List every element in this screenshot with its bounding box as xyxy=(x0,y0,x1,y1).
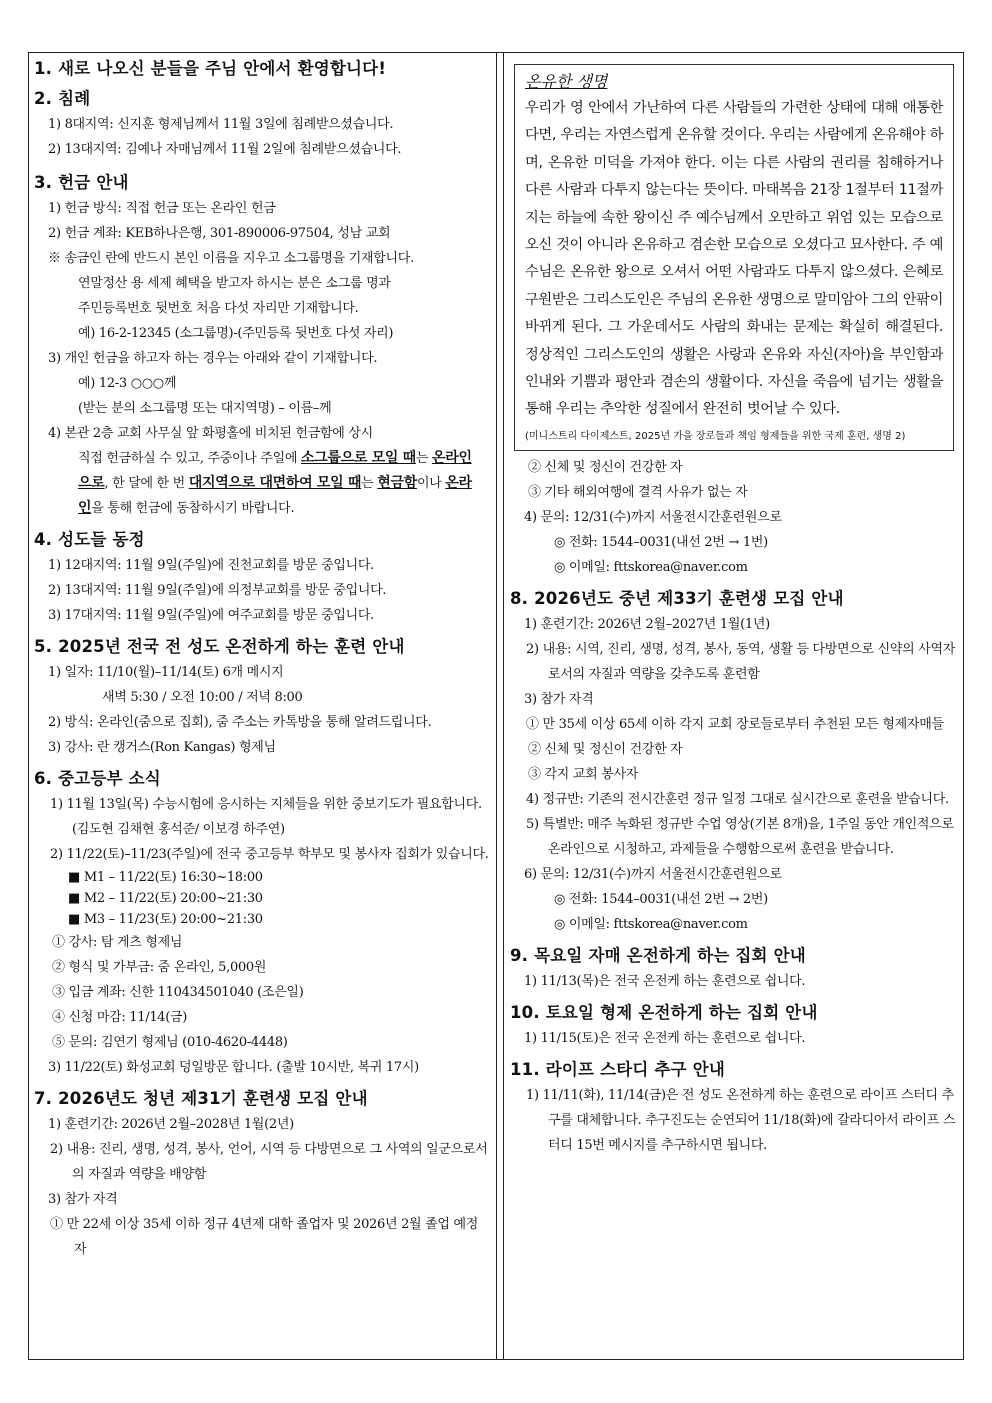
column-divider xyxy=(503,52,504,1360)
detail-item: ① 강사: 탐 게츠 형제님 xyxy=(52,935,183,950)
note: 연말정산 용 세제 혜택을 받고자 하시는 분은 소그룹 명과 xyxy=(78,276,391,291)
left-column xyxy=(34,56,490,1266)
text: 직접 헌금하실 수 있고, 주중이나 주일에 xyxy=(78,451,298,466)
list-item: 1) 일자: 11/10(월)–11/14(토) 6개 메시지 xyxy=(48,665,284,680)
detail-item: ① 만 22세 이상 35세 이하 정규 4년제 대학 졸업자 및 2026년 2월 졸업 예정자 xyxy=(50,1217,478,1257)
text: 는 xyxy=(361,476,374,491)
detail-item: ⑤ 문의: 김연기 형제님 (010-4620-4448) xyxy=(52,1035,288,1050)
list-item: 2) 내용: 시역, 진리, 생명, 성격, 봉사, 동역, 생활 등 다방면으로 신약의 사역자로서의 자질과 역량을 갖추도록 훈련함 xyxy=(526,641,956,682)
list-item: 2) 내용: 진리, 생명, 성격, 봉사, 언어, 시역 등 다방면으로 그 사역의 일군으로서의 자질과 역량을 배양함 xyxy=(50,1142,488,1182)
emphasis: 온라인 xyxy=(78,475,472,516)
section-welcome xyxy=(34,56,490,82)
detail-item: ① 만 35세 이상 65세 이하 각지 교회 장로들로부터 추천된 모든 형제자매들 xyxy=(526,716,944,732)
meeting-slot: ■ M2 – 11/22(토) 20:00~21:30 xyxy=(68,891,263,906)
list-item: 3) 강사: 란 캥거스(Ron Kangas) 형제님 xyxy=(48,740,276,755)
list-item: 1) 8대지역: 신지훈 형제님께서 11월 3일에 침례받으셨습니다. xyxy=(48,117,394,132)
list-item: 3) 참가 자격 xyxy=(48,1192,118,1207)
meeting-slot: ■ M1 – 11/22(토) 16:30~18:00 xyxy=(68,870,263,885)
list-item: 1) 훈련기간: 2026년 2월–2027년 1월(1년) xyxy=(524,616,770,632)
section-title: 2. 침례 xyxy=(34,89,91,108)
emphasis: 현금함 xyxy=(377,475,417,491)
list-item: 1) 훈련기간: 2026년 2월–2028년 1월(2년) xyxy=(48,1117,294,1132)
section-baptism xyxy=(34,86,490,162)
example: (받는 분의 소그룹명 또는 대지역명) – 이름–께 xyxy=(78,401,332,416)
section-title: 8. 2026년도 중년 제33기 훈련생 모집 안내 xyxy=(510,588,844,608)
section-sisters-meeting xyxy=(510,943,960,994)
devotional-title: 온유한 생명 xyxy=(525,72,608,91)
list-item: 2) 13대지역: 김예나 자매님께서 11월 2일에 침례받으셨습니다. xyxy=(48,142,402,157)
contact-email: ◎ 이메일: fttskorea@naver.com xyxy=(554,916,748,932)
section-title: 5. 2025년 전국 전 성도 온전하게 하는 훈련 안내 xyxy=(34,637,405,656)
section-title: 4. 성도들 동정 xyxy=(34,530,145,549)
note: 주민등록번호 뒷번호 처음 다섯 자리만 기재합니다. xyxy=(78,301,359,316)
devotional-box xyxy=(514,64,954,451)
section-saints-news xyxy=(34,527,490,628)
list-item: 3) 개인 헌금을 하고자 하는 경우는 아래와 같이 기재합니다. xyxy=(48,351,378,366)
section-life-study xyxy=(510,1057,960,1158)
note: 예) 16-2-12345 (소그룹명)-(주민등록 뒷번호 다섯 자리) xyxy=(78,326,394,341)
section-brothers-meeting xyxy=(510,1000,960,1051)
text: , 한 달에 한 번 xyxy=(104,476,185,491)
detail-item: ③ 각지 교회 봉사자 xyxy=(528,766,639,782)
detail-item: ③ 입금 계좌: 신한 110434501040 (조은일) xyxy=(52,985,304,1000)
list-item: 2) 11/22(토)–11/23(주일)에 전국 중고등부 학부모 및 봉사자 집회가 있습니다. xyxy=(50,847,489,862)
devotional-body: 우리가 영 안에서 가난하여 다른 사람들의 가련한 상태에 대해 애통한다면, 우리는 자연스럽게 온유할 것이다. 우리는 사람에게 온유해야 하며, 온유한 미덕을 가져야 한다. 이는 다른 사람의 권리를 침해하거나 다른 사람과 다투지 않는다는 뜻이다. 마태복음 21장 1절부터 11절까지는 하늘에 속한 왕이신 주 예수님께서 오만하고 위엄 있는 모습으로 오신 것이 아니라 온유하고 겸손한 모습으로 오셨다고 묘사한다. 주 예수님은 온유한 왕으로 오셔서 어떤 사람과도 다투지 않으셨다. 은혜로 구원받은 그리스도인은 주님의 온유한 생명으로 말미암아 그의 안팎이 바뀌게 된다. 그 가운데서도 사람의 화내는 문제는 확실히 해결된다. 정상적인 그리스도인의 생활은 사랑과 온유와 자신(자아)을 부인함과 인내와 기쁨과 평안과 겸손의 생활이다. 자신을 죽음에 넘기는 생활을 통해 우리는 추악한 성질에서 완전히 벗어날 수 있다. xyxy=(525,100,943,418)
section-training xyxy=(34,634,490,760)
text: 는 xyxy=(415,451,429,466)
contact-email: ◎ 이메일: fttskorea@naver.com xyxy=(554,559,748,575)
list-item: 3) 17대지역: 11월 9일(주일)에 여주교회를 방문 중입니다. xyxy=(48,608,374,623)
section-youth-training xyxy=(34,1086,490,1262)
list-item: 2) 헌금 계좌: KEB하나은행, 301-890006-97504, 성남 교회 xyxy=(48,226,391,241)
list-item: 1) 11/11(화), 11/14(금)은 전 성도 온전하게 하는 훈련으로 라이프 스터디 추구를 대체합니다. 추구진도는 순연되어 11/18(화)에 갈라디아서 라이프 스터디 15번 메시지를 추구하시면 됩니다. xyxy=(526,1087,956,1153)
list-item: 1) 11월 13일(목) 수능시험에 응시하는 지체들을 위한 중보기도가 필요합니다. (김도현 김채현 홍석준/ 이보경 하주연) xyxy=(50,797,482,837)
section-title: 11. 라이프 스타디 추구 안내 xyxy=(510,1059,725,1079)
section-midage-training xyxy=(510,586,960,937)
example: 예) 12-3 ○○○께 xyxy=(78,376,177,391)
list-item: 2) 방식: 온라인(줌으로 집회), 줌 주소는 카톡방을 통해 알려드립니다. xyxy=(48,715,432,730)
section-youth-training-cont xyxy=(510,455,960,580)
list-item: 4) 본관 2층 교회 사무실 앞 화평홀에 비치된 헌금함에 상시 xyxy=(48,426,373,441)
list-item: 3) 참가 자격 xyxy=(524,691,594,707)
emphasis: 온라인으로 xyxy=(78,450,472,491)
list-item: 1) 헌금 방식: 직접 헌금 또는 온라인 헌금 xyxy=(48,201,276,216)
meeting-slot: ■ M3 – 11/23(토) 20:00~21:30 xyxy=(68,912,263,927)
column-divider xyxy=(496,52,497,1360)
list-item: 6) 문의: 12/31(수)까지 서울전시간훈련원으로 xyxy=(524,866,782,882)
list-item: 1) 11/13(목)은 전국 온전케 하는 훈련으로 쉽니다. xyxy=(524,973,806,989)
list-item-cont xyxy=(34,446,490,521)
list-item: 1) 11/15(토)은 전국 온전케 하는 훈련으로 쉽니다. xyxy=(524,1030,806,1046)
devotional-source: (미니스트리 다이제스트, 2025년 가을 장로들과 책임 형제들을 위한 국제 훈련, 생명 2) xyxy=(525,430,906,442)
detail-item: ② 신체 및 정신이 건강한 자 xyxy=(528,459,683,475)
list-item: 5) 특별반: 매주 녹화된 정규반 수업 영상(기본 8개)을, 1주일 동안 개인적으로 온라인으로 시청하고, 과제들을 수행함으로써 훈련을 받습니다. xyxy=(526,816,954,857)
note: ※ 송금인 란에 반드시 본인 이름을 지우고 소그룹명을 기재합니다. xyxy=(48,251,414,266)
detail-item: ③ 기타 해외여행에 결격 사유가 없는 자 xyxy=(528,484,748,500)
detail-item: ④ 신청 마감: 11/14(금) xyxy=(52,1010,188,1025)
list-item: 4) 정규반: 기존의 전시간훈련 정규 일정 그대로 실시간으로 훈련을 받습니다. xyxy=(526,791,949,807)
section-title: 10. 토요일 형제 온전하게 하는 집회 안내 xyxy=(510,1002,818,1022)
schedule: 새벽 5:30 / 오전 10:00 / 저녁 8:00 xyxy=(102,690,303,705)
section-title: 6. 중고등부 소식 xyxy=(34,769,161,788)
detail-item: ② 형식 및 가부금: 줌 온라인, 5,000원 xyxy=(52,960,267,975)
list-item: 3) 11/22(토) 화성교회 덩일방문 합니다. (출발 10시반, 복귀 17시) xyxy=(48,1060,419,1075)
right-column xyxy=(510,56,960,1162)
list-item: 1) 12대지역: 11월 9일(주일)에 진천교회를 방문 중입니다. xyxy=(48,558,374,573)
section-title: 1. 새로 나오신 분들을 주님 안에서 환영합니다! xyxy=(34,59,387,78)
text: 이나 xyxy=(416,476,442,491)
text: 을 통해 헌금에 동참하시기 바랍니다. xyxy=(91,501,295,516)
list-item: 2) 13대지역: 11월 9일(주일)에 의정부교회를 방문 중입니다. xyxy=(48,583,387,598)
contact-phone: ◎ 전화: 1544–0031(내선 2번 → 1번) xyxy=(554,534,768,550)
emphasis: 소그룹으로 모일 때 xyxy=(300,450,416,466)
section-offering xyxy=(34,170,490,521)
emphasis: 대지역으로 대면하여 모일 때 xyxy=(188,475,362,491)
section-title: 7. 2026년도 청년 제31기 훈련생 모집 안내 xyxy=(34,1089,368,1108)
section-title: 9. 목요일 자매 온전하게 하는 집회 안내 xyxy=(510,945,806,965)
contact-phone: ◎ 전화: 1544–0031(내선 2번 → 2번) xyxy=(554,891,768,907)
section-youth xyxy=(34,766,490,1080)
section-title: 3. 헌금 안내 xyxy=(34,173,129,192)
detail-item: ② 신체 및 정신이 건강한 자 xyxy=(528,741,683,757)
list-item: 4) 문의: 12/31(수)까지 서울전시간훈련원으로 xyxy=(524,509,782,525)
